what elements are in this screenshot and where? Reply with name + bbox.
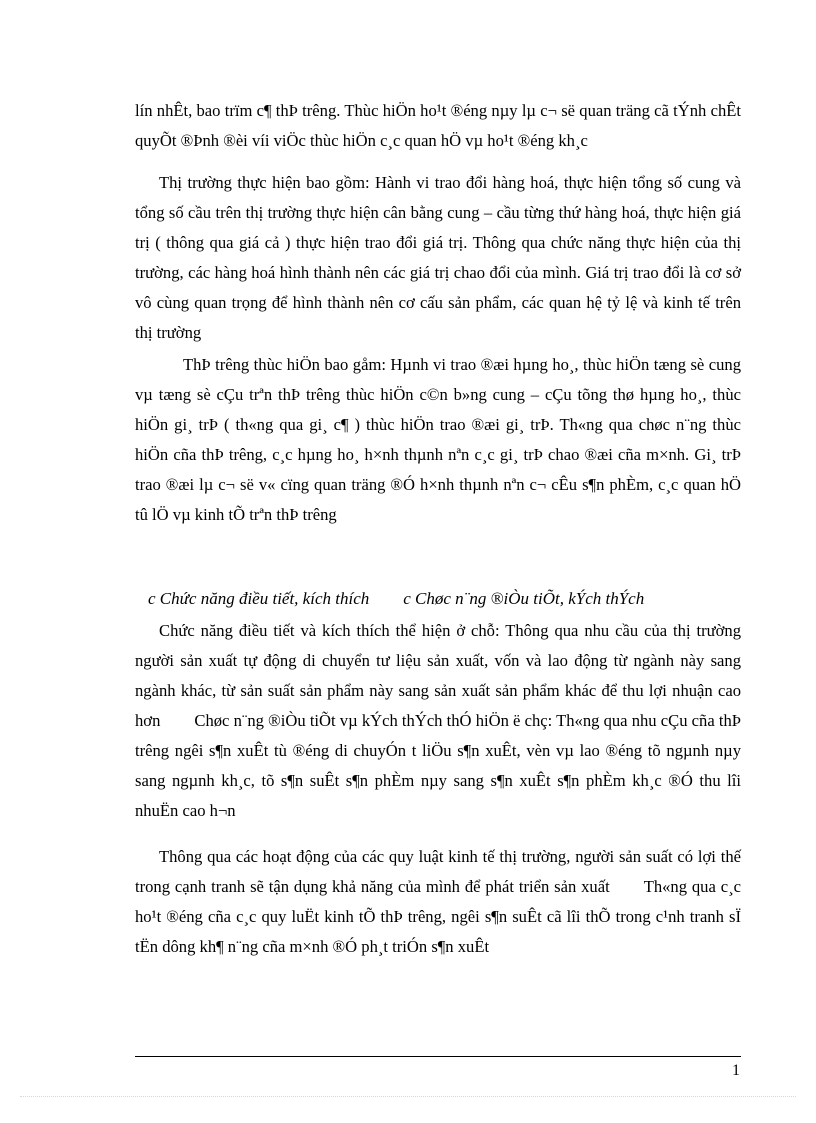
page-number: 1 [732,1062,740,1079]
competition-legacy: Th«ng qua c¸c ho¹t ®éng cña c¸c quy luËt kinh tÕ thÞ trêng, ngêi s¶n suÊt cã lîi thÕ trong c¹nh tranh sÏ tËn dông kh¶ n¨ng cña m×nh ®Ó ph¸t triÓn s¶n xuÊt [135,877,741,956]
paragraph-regulation [135,616,741,826]
regulation-unicode: Chức năng điều tiết và kích thích thể hiện ở chỗ: Thông qua nhu cầu của thị trường người sản xuất tự động di chuyển tư liệu sản xuất, vốn và lao động từ ngành này sang ngành khác, từ sản suất sản phẩm này sang sản xuất sản phẩm khác để thu lợi nhuận cao hơn [135,621,741,730]
section-heading [148,584,748,614]
paragraph-competition [135,842,741,962]
heading-unicode: c Chức năng điều tiết, kích thích [148,589,370,608]
heading-legacy: c Chøc n¨ng ®iÒu tiÕt, kÝch thÝch [403,589,645,608]
paragraph-realization-unicode: Thị trường thực hiện bao gồm: Hành vi trao đổi hàng hoá, thực hiện tổng số cung và tổng số cầu trên thị trường thực hiện cân bằng cung – cầu từng thứ hàng hoá, thực hiện giá trị ( thông qua giá cả ) thực hiện trao đổi giá trị. Thông qua chức năng thực hiện của thị trường, các hàng hoá hình thành nên các giá trị chao đổi của mình. Giá trị trao đổi là cơ sở vô cùng quan trọng để hình thành nên cơ cấu sản phẩm, các quan hệ tỷ lệ và kinh tế trên thị trường [135,173,741,342]
body-text-middle [135,616,741,962]
paragraph-continuation: lín nhÊt, bao trïm c¶ thÞ trêng. Thùc hiÖn ho¹t ®éng nµy lµ c¬ së quan träng cã tÝnh chÊt quyÕt ®Þnh ®èi víi viÖc thùc hiÖn c¸c quan hÖ vµ ho¹t ®éng kh¸c [135,101,741,150]
page-bottom-divider [20,1096,796,1097]
competition-unicode: Thông qua các hoạt động của các quy luật kinh tế thị trường, người sản suất có lợi thế trong cạnh tranh sẽ tận dụng khả năng của mình để phát triển sản xuất [135,847,741,896]
footer-divider [135,1056,741,1057]
body-text-top [135,96,741,530]
regulation-legacy: Chøc n¨ng ®iÒu tiÕt vµ kÝch thÝch thÓ hiÖn ë chç: Th«ng qua nhu cÇu cña thÞ trêng ngêi s¶n xuÊt tù ®éng di chuyÓn t liÖu s¶n xuÊt, vèn vµ lao ®éng tõ ngµnh nµy sang ngµnh kh¸c, tõ s¶n suÊt s¶n phÈm nµy sang s¶n xuÊt s¶n phÈm kh¸c ®Ó thu lîi nhuËn cao h¬n [135,711,741,820]
paragraph-realization-legacy: ThÞ trêng thùc hiÖn bao gåm: Hµnh vi trao ®æi hµng ho¸, thùc hiÖn tæng sè cung vµ tæng sè cÇu trªn thÞ trêng thùc hiÖn c©n b»ng cung – cÇu tõng thø hµng ho¸, thùc hiÖn gi¸ trÞ ( th«ng qua gi¸ c¶ ) thùc hiÖn trao ®æi gi¸ trÞ. Th«ng qua chøc n¨ng thùc hiÖn cña thÞ trêng, c¸c hµng ho¸ h×nh thµnh nªn c¸c gi¸ trÞ chao ®æi cña m×nh. Gi¸ trÞ trao ®æi lµ c¬ së v« cïng quan träng ®Ó h×nh thµnh nªn c¬ cÊu s¶n phÈm, c¸c quan hÖ tû lÖ vµ kinh tÕ trªn thÞ trêng [135,355,741,524]
